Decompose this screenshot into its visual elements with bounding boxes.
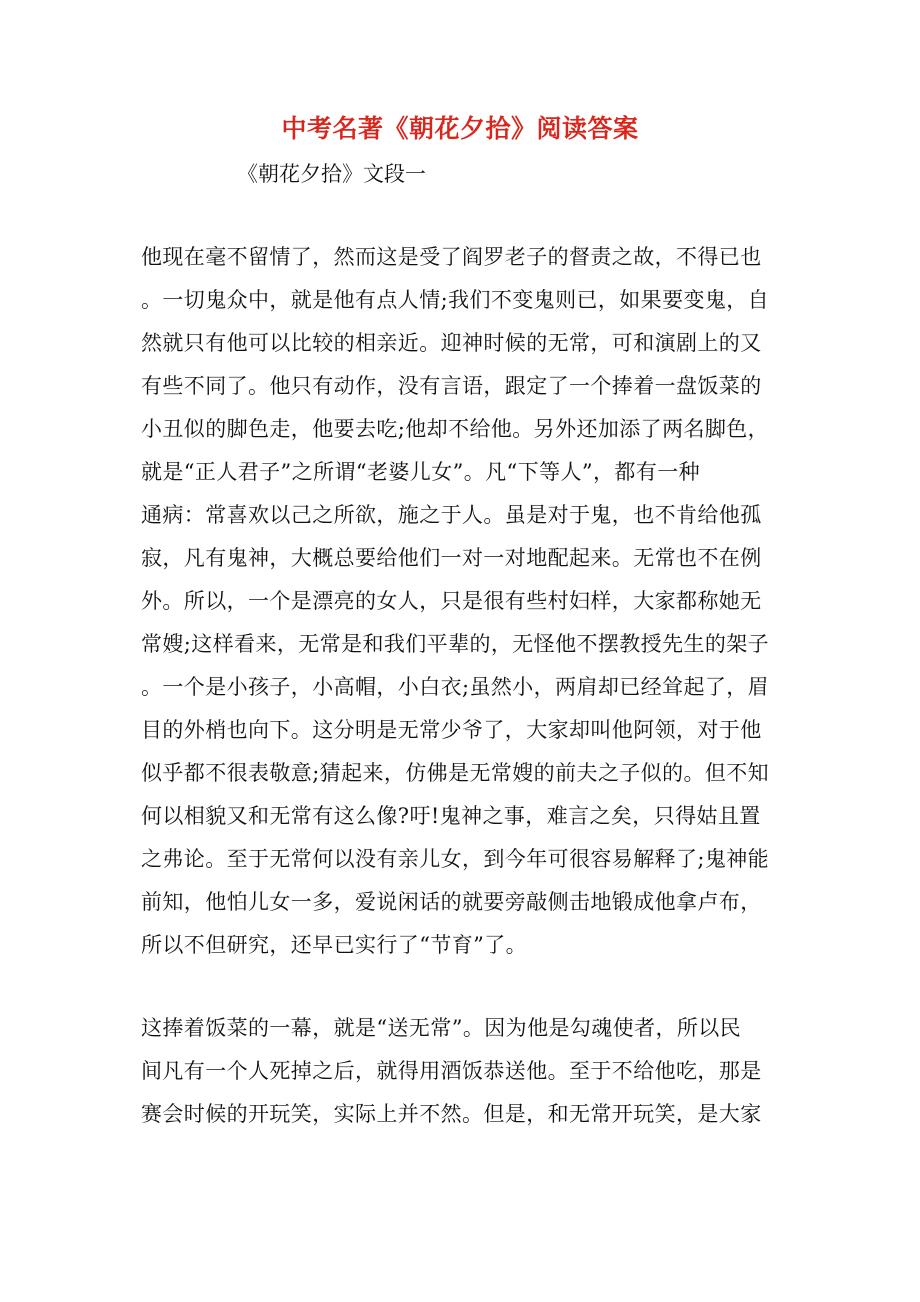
text-line: 他现在毫不留情了，然而这是受了阎罗老子的督责之故，不得已也: [141, 245, 762, 269]
text-line: 赛会时候的开玩笑，实际上并不然。但是，和无常开玩笑，是大家: [141, 1102, 762, 1126]
text-line: 小丑似的脚色走，他要去吃;他却不给他。另外还加添了两名脚色，: [141, 417, 770, 441]
text-line: 寂，凡有鬼神，大概总要给他们一对一对地配起来。无常也不在例: [141, 546, 762, 570]
text-line: 。一切鬼众中，就是他有点人情;我们不变鬼则已，如果要变鬼，自: [141, 288, 770, 312]
text-line: 这捧着饭菜的一幕，就是“送无常”。因为他是勾魂使者，所以民: [141, 1016, 742, 1040]
text-line: 就是“正人君子”之所谓“老婆儿女”。凡“下等人”，都有一种: [141, 460, 701, 484]
text-line: 所以不但研究，还早已实行了“节育”了。: [141, 933, 528, 957]
section-subtitle: 《朝花夕拾》文段一: [237, 162, 426, 186]
text-line: 常嫂;这样看来，无常是和我们平辈的，无怪他不摆教授先生的架子: [141, 632, 770, 656]
text-line: 似乎都不很表敬意;猜起来，仿佛是无常嫂的前夫之子似的。但不知: [141, 761, 770, 785]
text-line: 。一个是小孩子，小高帽，小白衣;虽然小，两肩却已经耸起了，眉: [141, 675, 770, 699]
text-line: 目的外梢也向下。这分明是无常少爷了，大家却叫他阿领，对于他: [141, 718, 762, 742]
text-line: 有些不同了。他只有动作，没有言语，跟定了一个捧着一盘饭菜的: [141, 374, 762, 398]
text-line: 前知，他怕儿女一多，爱说闲话的就要旁敲侧击地锻成他拿卢布，: [141, 890, 762, 914]
text-line: 通病：常喜欢以己之所欲，施之于人。虽是对于鬼，也不肯给他孤: [141, 503, 762, 527]
text-line: 间凡有一个人死掉之后，就得用酒饭恭送他。至于不给他吃，那是: [141, 1059, 762, 1083]
text-line: 何以相貌又和无常有这么像?吁!鬼神之事，难言之矣，只得姑且置: [141, 804, 761, 828]
text-line: 之弗论。至于无常何以没有亲儿女，到今年可很容易解释了;鬼神能: [141, 847, 770, 871]
document-title: 中考名著《朝花夕拾》阅读答案: [281, 114, 639, 143]
text-line: 外。所以，一个是漂亮的女人，只是很有些村妇样，大家都称她无: [141, 589, 762, 613]
text-line: 然就只有他可以比较的相亲近。迎神时候的无常，可和演剧上的又: [141, 331, 762, 355]
